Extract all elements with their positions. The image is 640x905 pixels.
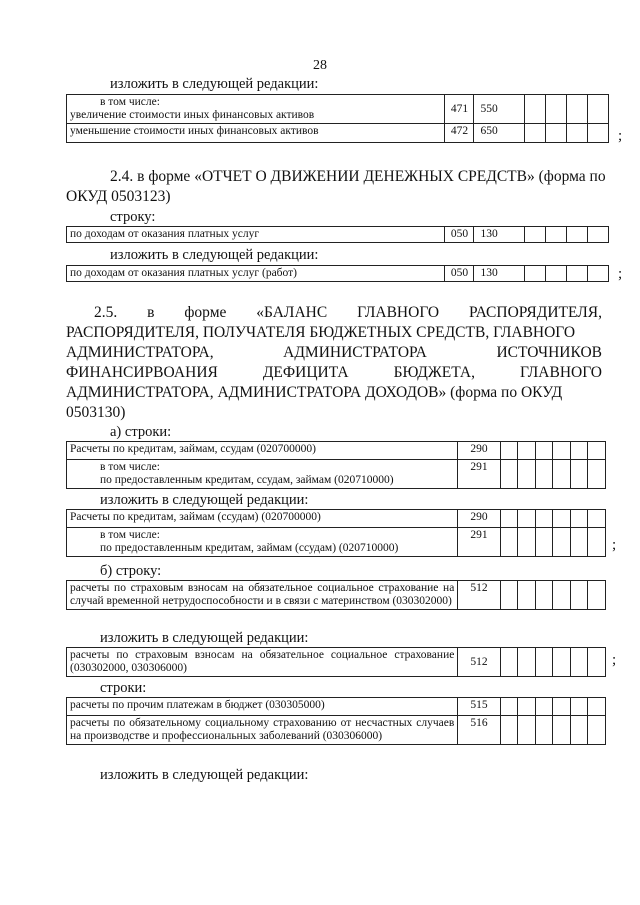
empty-cell	[570, 460, 588, 489]
row-label: расчеты по страховым взносам на обязательное социальное страхование на случай временной нетрудоспособности и в связи с материнством (030302000)	[67, 581, 458, 610]
empty-cell	[535, 648, 553, 677]
empty-cell	[535, 581, 553, 610]
empty-cell	[553, 716, 571, 745]
code-cell: 472	[445, 124, 474, 143]
word: ДЕФИЦИТА	[262, 364, 349, 381]
code-cell: 291	[458, 460, 500, 489]
code-cell: 130	[474, 266, 524, 282]
table-row	[67, 716, 606, 745]
para-line	[66, 344, 602, 362]
empty-cell	[545, 266, 566, 282]
row-label: уменьшение стоимости иных финансовых активов	[67, 124, 445, 143]
empty-cell	[545, 227, 566, 243]
table-a-old	[66, 441, 606, 489]
empty-cell	[545, 124, 566, 143]
semicolon: ;	[618, 266, 623, 282]
code-cell: 471	[445, 95, 474, 124]
table-row	[67, 510, 606, 528]
para-line: РАСПОРЯДИТЕЛЯ, ПОЛУЧАТЕЛЯ БЮДЖЕТНЫХ СРЕДСТВ, ГЛАВНОГО	[66, 324, 576, 341]
row-label: Расчеты по кредитам, займам (ссудам) (020700000)	[67, 510, 458, 528]
table-s24-old	[66, 226, 609, 243]
word: АДМИНИСТРАТОРА	[283, 344, 427, 361]
row-label: увеличение стоимости иных финансовых активов	[70, 109, 315, 122]
empty-cell	[570, 510, 588, 528]
row-label: в том числе:	[100, 96, 160, 108]
table-cell	[67, 460, 458, 489]
code-cell: 512	[458, 581, 500, 610]
empty-cell	[570, 648, 588, 677]
table-cell	[67, 528, 458, 557]
code-cell: 516	[458, 716, 500, 745]
empty-cell	[518, 510, 536, 528]
section-heading-cont: ОКУД 0503123)	[66, 188, 171, 205]
code-cell: 512	[458, 648, 500, 677]
code-cell: 290	[458, 442, 500, 460]
table-row	[67, 460, 606, 489]
lead-text: изложить в следующей редакции:	[110, 247, 319, 263]
code-cell: 290	[458, 510, 500, 528]
empty-cell	[500, 716, 518, 745]
empty-cell	[500, 528, 518, 557]
semicolon: ;	[618, 128, 623, 144]
subsection-label: строки:	[100, 680, 147, 696]
para-line: АДМИНИСТРАТОРА, АДМИНИСТРАТОРА ДОХОДОВ» (форма по ОКУД	[66, 384, 563, 401]
table-c	[66, 697, 606, 745]
empty-cell	[570, 581, 588, 610]
empty-cell	[545, 95, 566, 124]
word: в	[147, 304, 155, 321]
empty-cell	[566, 227, 587, 243]
empty-cell	[518, 648, 536, 677]
empty-cell	[535, 528, 553, 557]
empty-cell	[588, 648, 606, 677]
empty-cell	[518, 528, 536, 557]
word: ГЛАВНОГО	[357, 304, 440, 321]
row-label: Расчеты по кредитам, займам, ссудам (020700000)	[67, 442, 458, 460]
row-intro: строку:	[110, 209, 156, 225]
para-line: 0503130)	[66, 404, 126, 421]
empty-cell	[587, 266, 608, 282]
para-line	[66, 364, 602, 382]
empty-cell	[588, 528, 606, 557]
empty-cell	[524, 266, 545, 282]
empty-cell	[518, 698, 536, 716]
word: ГЛАВНОГО	[520, 364, 602, 381]
code-cell: 050	[445, 227, 474, 243]
empty-cell	[553, 698, 571, 716]
empty-cell	[566, 124, 587, 143]
row-label: по доходам от оказания платных услуг	[67, 227, 445, 243]
section-heading: 2.4. в форме «ОТЧЕТ О ДВИЖЕНИИ ДЕНЕЖНЫХ СРЕДСТВ» (форма по	[110, 168, 606, 185]
row-label: расчеты по прочим платежам в бюджет (030305000)	[67, 698, 458, 716]
empty-cell	[588, 442, 606, 460]
table-row	[67, 95, 609, 124]
table-row	[67, 442, 606, 460]
lead-text: изложить в следующей редакции:	[100, 492, 309, 508]
empty-cell	[500, 510, 518, 528]
subsection-label: б) строку:	[100, 563, 162, 579]
empty-cell	[535, 460, 553, 489]
word: ФИНАНСИРВОАНИЯ	[66, 364, 218, 381]
row-label: в том числе:	[100, 461, 160, 473]
empty-cell	[518, 581, 536, 610]
row-label: по предоставленным кредитам, ссудам, займам (020710000)	[100, 474, 394, 487]
table-row	[67, 124, 609, 143]
empty-cell	[566, 266, 587, 282]
table-row	[67, 227, 609, 243]
empty-cell	[570, 698, 588, 716]
empty-cell	[553, 442, 571, 460]
lead-text: изложить в следующей редакции:	[100, 630, 309, 646]
empty-cell	[500, 698, 518, 716]
page-number: 28	[313, 58, 327, 73]
word: ИСТОЧНИКОВ	[496, 344, 602, 361]
table-block1	[66, 94, 609, 143]
row-label: в том числе:	[100, 529, 160, 541]
word: форме	[184, 304, 227, 321]
empty-cell	[587, 95, 608, 124]
empty-cell	[553, 528, 571, 557]
empty-cell	[588, 581, 606, 610]
empty-cell	[535, 698, 553, 716]
empty-cell	[588, 460, 606, 489]
empty-cell	[500, 581, 518, 610]
table-s24-new	[66, 265, 609, 282]
table-cell	[67, 95, 445, 124]
empty-cell	[588, 716, 606, 745]
table-row	[67, 528, 606, 557]
code-cell: 130	[474, 227, 524, 243]
table-row	[67, 266, 609, 282]
lead-text: изложить в следующей редакции:	[100, 767, 309, 783]
empty-cell	[535, 510, 553, 528]
word: «БАЛАНС	[256, 304, 328, 321]
table-b-new	[66, 647, 606, 677]
word: БЮДЖЕТА,	[393, 364, 475, 381]
empty-cell	[566, 95, 587, 124]
empty-cell	[518, 442, 536, 460]
code-cell: 650	[474, 124, 524, 143]
empty-cell	[588, 698, 606, 716]
code-cell: 291	[458, 528, 500, 557]
empty-cell	[500, 648, 518, 677]
empty-cell	[500, 442, 518, 460]
row-label: по предоставленным кредитам, займам (ссудам) (020710000)	[100, 542, 399, 555]
row-label: расчеты по страховым взносам на обязательное социальное страхование (030302000, 030306000)	[67, 648, 458, 677]
word: АДМИНИСТРАТОРА,	[66, 344, 214, 361]
empty-cell	[535, 716, 553, 745]
empty-cell	[500, 460, 518, 489]
word: РАСПОРЯДИТЕЛЯ,	[469, 304, 602, 321]
empty-cell	[588, 510, 606, 528]
empty-cell	[553, 648, 571, 677]
code-cell: 515	[458, 698, 500, 716]
subsection-label: а) строки:	[110, 424, 172, 440]
code-cell: 050	[445, 266, 474, 282]
empty-cell	[518, 716, 536, 745]
semicolon: ;	[612, 652, 617, 668]
empty-cell	[535, 442, 553, 460]
empty-cell	[570, 442, 588, 460]
table-row	[67, 581, 606, 610]
empty-cell	[553, 510, 571, 528]
table-b-old	[66, 580, 606, 610]
empty-cell	[570, 528, 588, 557]
empty-cell	[553, 460, 571, 489]
empty-cell	[553, 581, 571, 610]
empty-cell	[524, 227, 545, 243]
row-label: по доходам от оказания платных услуг (работ)	[67, 266, 445, 282]
empty-cell	[524, 124, 545, 143]
code-cell: 550	[474, 95, 524, 124]
empty-cell	[518, 460, 536, 489]
empty-cell	[570, 716, 588, 745]
row-label: расчеты по обязательному социальному страхованию от несчастных случаев на производстве и профессиональных заболеваний (030306000)	[67, 716, 458, 745]
table-row	[67, 698, 606, 716]
lead-text: изложить в следующей редакции:	[110, 76, 319, 92]
table-row	[67, 648, 606, 677]
empty-cell	[524, 95, 545, 124]
table-a-new	[66, 509, 606, 557]
para-line	[94, 304, 602, 322]
word: 2.5.	[94, 304, 118, 321]
empty-cell	[587, 227, 608, 243]
semicolon: ;	[612, 537, 617, 553]
empty-cell	[587, 124, 608, 143]
